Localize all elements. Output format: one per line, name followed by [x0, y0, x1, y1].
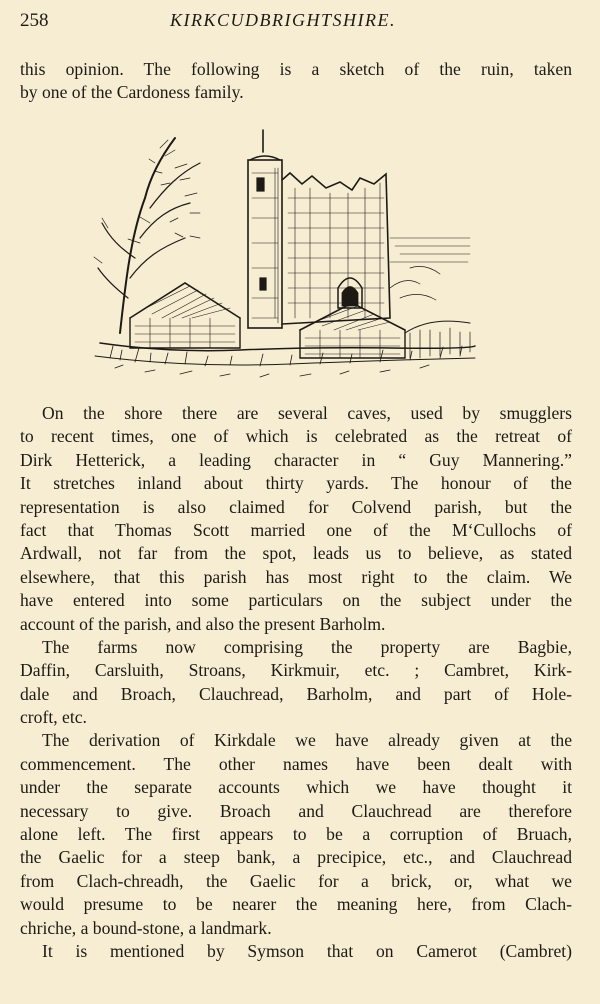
text-line: croft, etc.: [20, 707, 87, 728]
page-number: 258: [20, 10, 49, 31]
text-line: It stretches inland about thirty yards. The honour of the: [20, 473, 572, 494]
text-line: have entered into some particulars on the subject under the: [20, 590, 572, 611]
text-line: from Clach-chreadh, the Gaelic for a brick, or, what we: [20, 870, 572, 891]
text-line: Ardwall, not far from the spot, leads us to believe, as stated: [20, 543, 572, 564]
text-line: dale and Broach, Clauchread, Barholm, and part of Hole-: [20, 683, 572, 704]
castle-ruin-illustration: [90, 118, 480, 388]
main-text: [20, 402, 572, 963]
text-line: commencement. The other names have been dealt with: [20, 753, 572, 774]
text-line: Dirk Hetterick, a leading character in “ Guy Mannering.”: [20, 449, 572, 470]
text-line: this opinion. The following is a sketch of the ruin, taken: [20, 59, 572, 79]
page-header: [20, 10, 580, 34]
text-line: would presume to be nearer the meaning here, from Clach-: [20, 894, 572, 915]
text-line: chriche, a bound-stone, a landmark.: [20, 917, 272, 938]
text-line: elsewhere, that this parish has most right to the claim. We: [20, 566, 572, 587]
text-line: It is mentioned by Symson that on Camerot (Cambret): [42, 940, 572, 961]
intro-paragraph: [20, 58, 572, 105]
text-line: The derivation of Kirkdale we have already given at the: [42, 730, 572, 751]
text-line: the Gaelic for a steep bank, a precipice, etc., and Clauchread: [20, 847, 572, 868]
text-line: alone left. The first appears to be a corruption of Bruach,: [20, 824, 572, 845]
text-line: necessary to give. Broach and Clauchread are therefore: [20, 800, 572, 821]
text-line: representation is also claimed for Colvend parish, but the: [20, 496, 572, 517]
text-line: On the shore there are several caves, used by smugglers: [42, 403, 572, 423]
text-line: Daffin, Carsluith, Stroans, Kirkmuir, etc. ; Cambret, Kirk-: [20, 660, 572, 681]
running-title: KIRKCUDBRIGHTSHIRE.: [170, 10, 396, 30]
text-line: account of the parish, and also the present Barholm.: [20, 613, 386, 634]
text-line: fact that Thomas Scott married one of the M‘Cullochs of: [20, 519, 572, 540]
text-line: The farms now comprising the property are Bagbie,: [42, 636, 572, 657]
text-line: under the separate accounts which we have thought it: [20, 777, 572, 798]
text-line: by one of the Cardoness family.: [20, 82, 244, 103]
text-line: to recent times, one of which is celebrated as the retreat of: [20, 426, 572, 447]
